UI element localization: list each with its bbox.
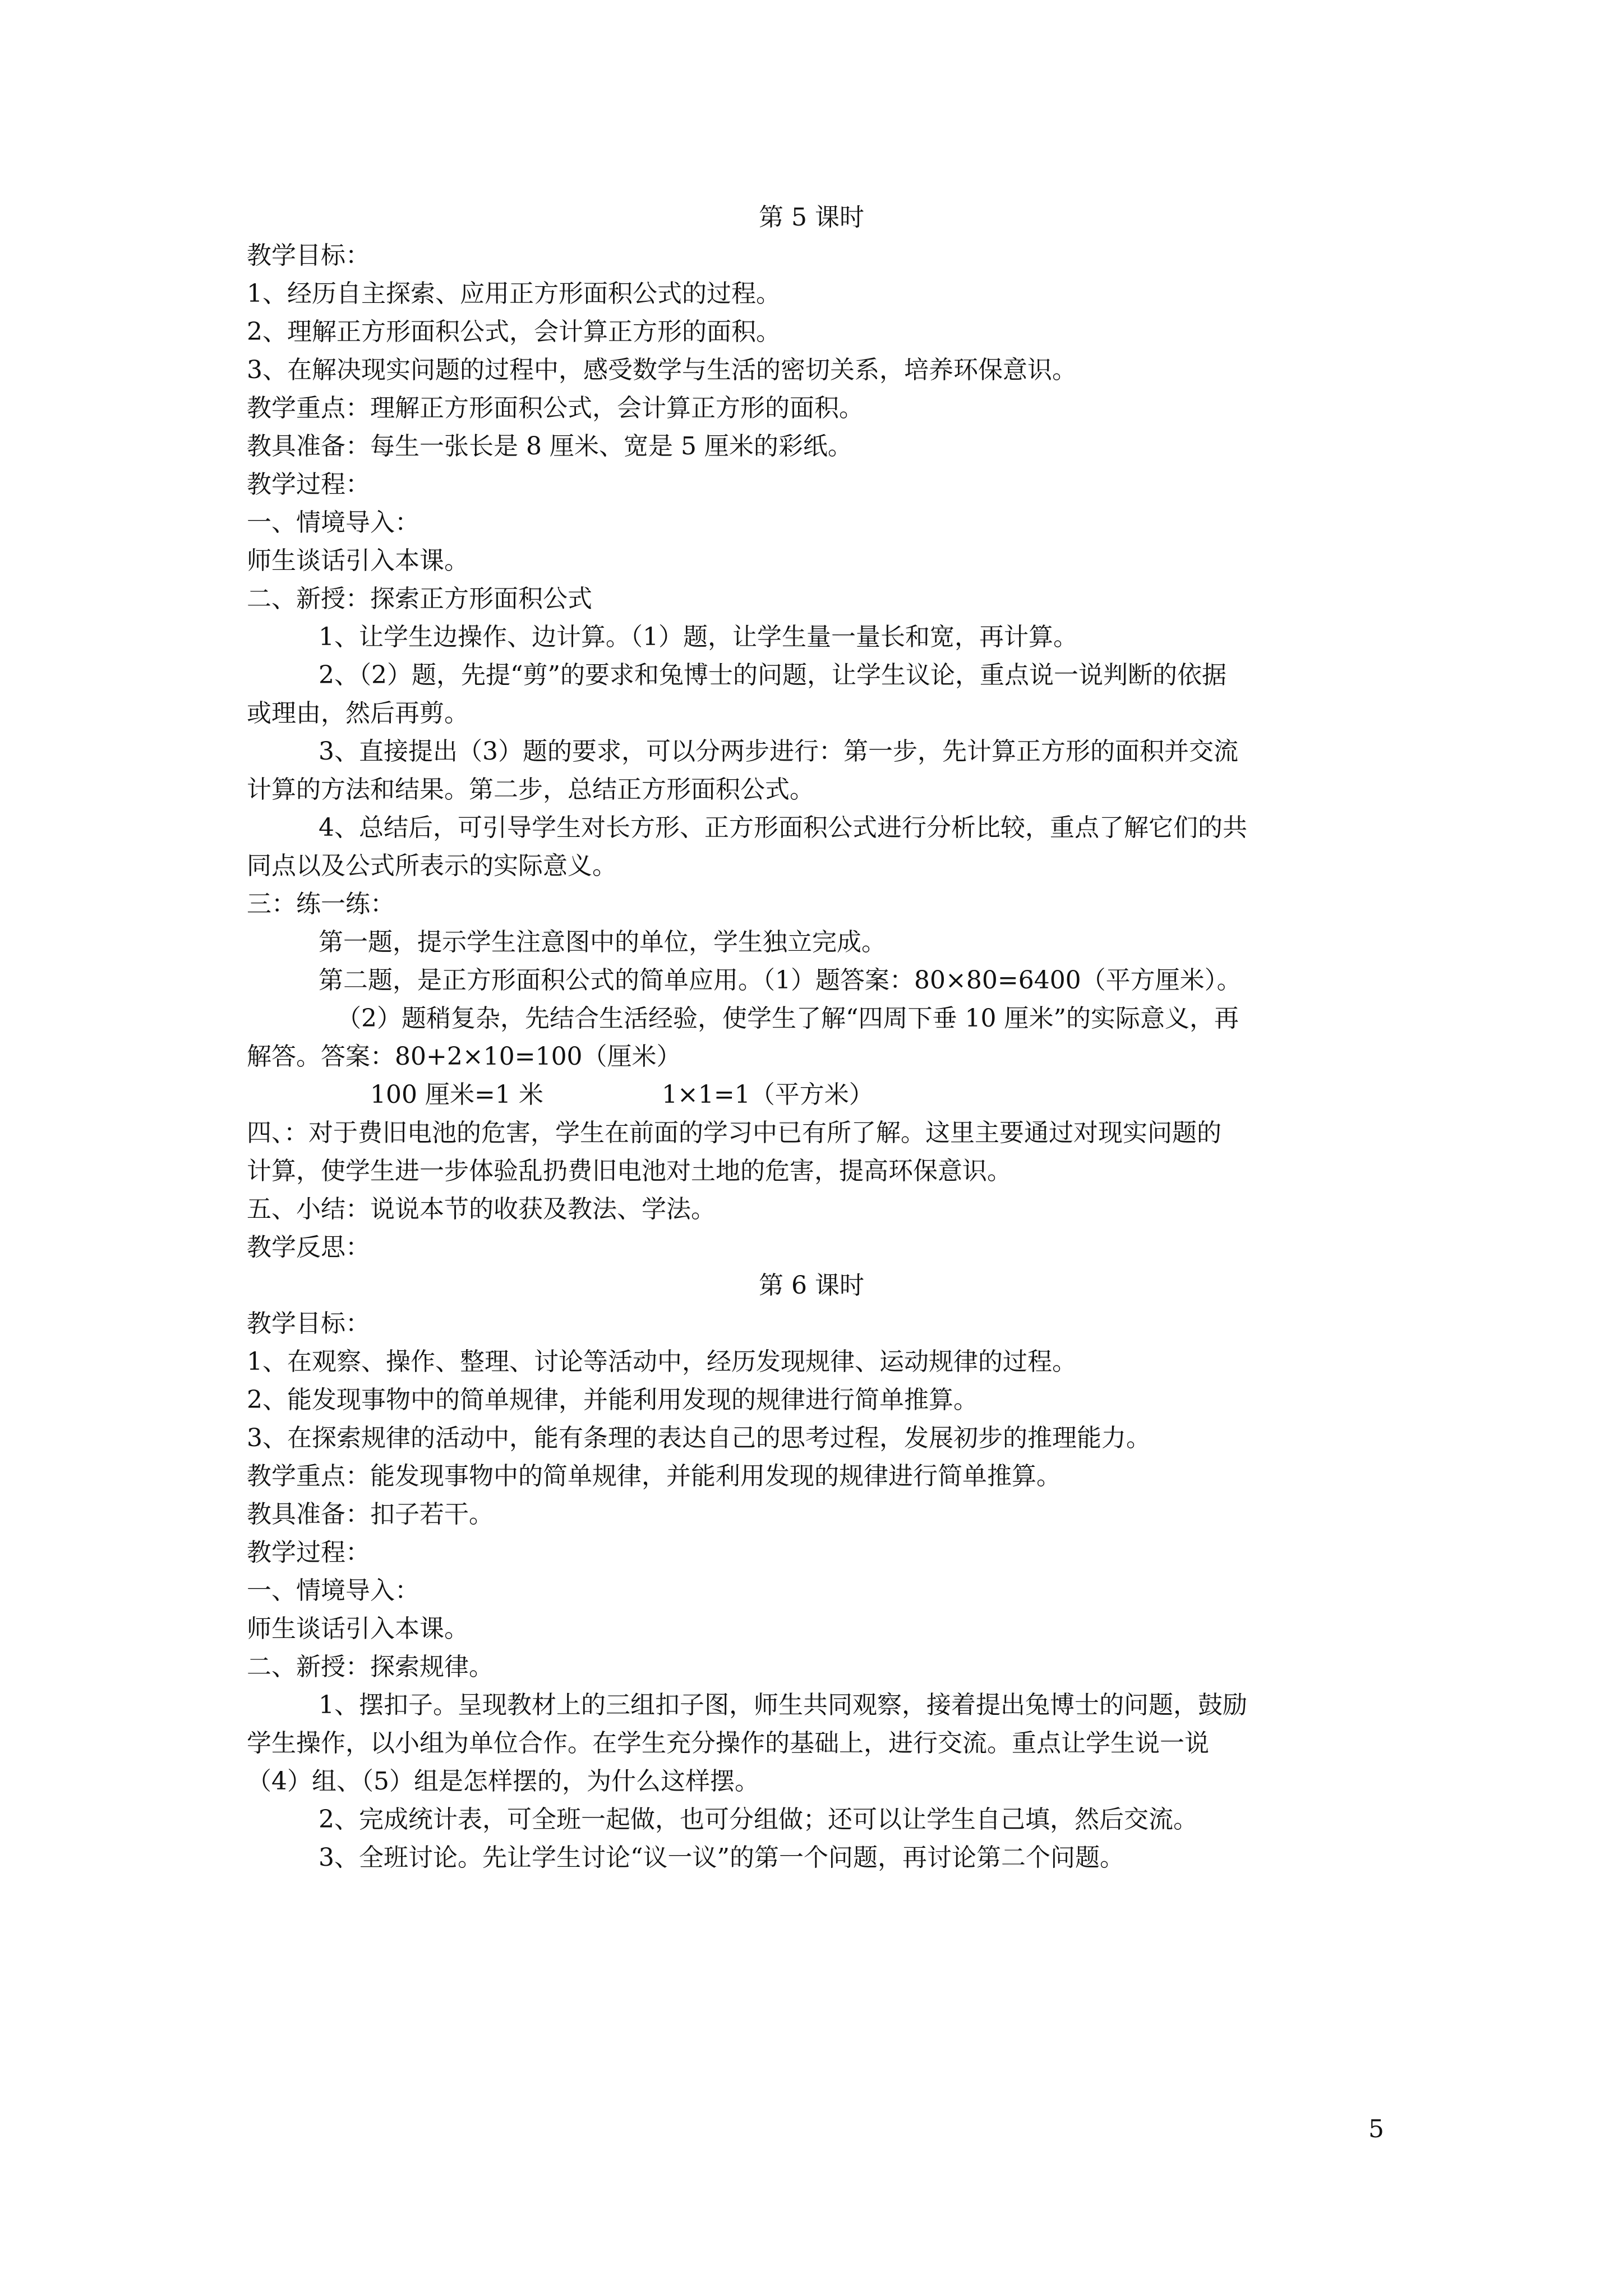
text-line: 师生谈话引入本课。 (247, 546, 469, 575)
text-line: 3、直接提出（3）题的要求，可以分两步进行：第一步，先计算正方形的面积并交流 (319, 737, 1238, 766)
text-line: 1、经历自主探索、应用正方形面积公式的过程。 (247, 279, 781, 308)
text-line: 2、完成统计表，可全班一起做，也可分组做；还可以让学生自己填，然后交流。 (319, 1805, 1198, 1834)
text-line: 或理由，然后再剪。 (247, 699, 469, 728)
text-line: 1×1=1（平方米） (662, 1080, 874, 1109)
text-line: （2）题稍复杂，先结合生活经验，使学生了解“四周下垂 10 厘米”的实际意义，再 (336, 1004, 1239, 1033)
text-line: 教学过程： (247, 1538, 370, 1567)
text-line: 3、在探索规律的活动中，能有条理的表达自己的思考过程，发展初步的推理能力。 (247, 1424, 1151, 1452)
text-line: 三：练一练： (247, 890, 395, 918)
lesson-5-title: 第 5 课时 (759, 203, 864, 232)
text-line: 二、新授：探索规律。 (247, 1653, 494, 1681)
text-line: 教学重点：理解正方形面积公式，会计算正方形的面积。 (247, 394, 864, 422)
text-line: 同点以及公式所表示的实际意义。 (247, 852, 617, 880)
text-line: 一、情境导入： (247, 1576, 419, 1605)
text-line: 教学目标： (247, 241, 370, 270)
text-line: 100 厘米=1 米 (370, 1080, 543, 1109)
text-line: （4）组、（5）组是怎样摆的，为什么这样摆。 (247, 1767, 759, 1796)
text-line: 3、在解决现实问题的过程中，感受数学与生活的密切关系，培养环保意识。 (247, 356, 1077, 384)
lesson-6-title: 第 6 课时 (759, 1271, 864, 1300)
text-line: 计算的方法和结果。第二步，总结正方形面积公式。 (247, 775, 814, 804)
text-line: 教学目标： (247, 1309, 370, 1338)
text-line: 解答。答案：80+2×10=100（厘米） (247, 1042, 681, 1071)
text-line: 二、新授：探索正方形面积公式 (247, 585, 592, 613)
text-line: 四、：对于费旧电池的危害，学生在前面的学习中已有所了解。这里主要通过对现实问题的 (247, 1119, 1221, 1147)
text-line: 五、小结：说说本节的收获及教法、学法。 (247, 1195, 716, 1223)
text-line: 师生谈话引入本课。 (247, 1614, 469, 1643)
text-line: 教具准备：每生一张长是 8 厘米、宽是 5 厘米的彩纸。 (247, 432, 852, 461)
text-line: 1、摆扣子。呈现教材上的三组扣子图，师生共同观察，接着提出兔博士的问题，鼓励 (319, 1691, 1247, 1719)
text-line: 教学反思： (247, 1233, 370, 1262)
text-line: 2、能发现事物中的简单规律，并能利用发现的规律进行简单推算。 (247, 1386, 978, 1414)
text-line: 教具准备：扣子若干。 (247, 1500, 494, 1529)
text-line: 3、全班讨论。先让学生讨论“议一议”的第一个问题，再讨论第二个问题。 (319, 1843, 1124, 1872)
page-number: 5 (1368, 2115, 1384, 2143)
text-line: 1、在观察、操作、整理、讨论等活动中，经历发现规律、运动规律的过程。 (247, 1347, 1077, 1376)
text-line: 计算，使学生进一步体验乱扔费旧电池对土地的危害，提高环保意识。 (247, 1157, 1012, 1185)
text-line: 第一题，提示学生注意图中的单位，学生独立完成。 (319, 928, 886, 956)
text-line: 1、让学生边操作、边计算。（1）题，让学生量一量长和宽，再计算。 (319, 623, 1078, 651)
text-line: 教学重点：能发现事物中的简单规律，并能利用发现的规律进行简单推算。 (247, 1462, 1061, 1490)
text-line: 2、理解正方形面积公式，会计算正方形的面积。 (247, 318, 781, 346)
text-line: 4、总结后，可引导学生对长方形、正方形面积公式进行分析比较，重点了解它们的共 (319, 813, 1247, 842)
text-line: 一、情境导入： (247, 508, 419, 537)
text-line: 2、（2）题，先提“剪”的要求和兔博士的问题，让学生议论，重点说一说判断的依据 (319, 661, 1227, 689)
text-line: 教学过程： (247, 470, 370, 499)
text-line: 第二题，是正方形面积公式的简单应用。（1）题答案：80×80=6400（平方厘米）。 (319, 966, 1242, 995)
text-line: 学生操作，以小组为单位合作。在学生充分操作的基础上，进行交流。重点让学生说一说 (247, 1729, 1209, 1757)
